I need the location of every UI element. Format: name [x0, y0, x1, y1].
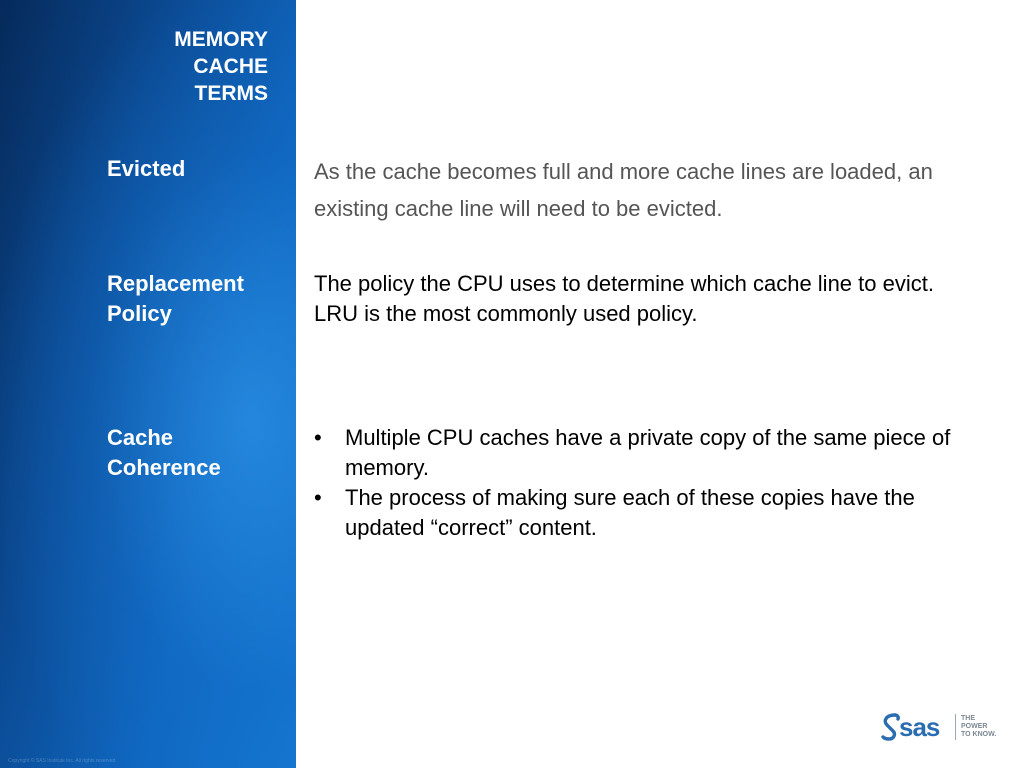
term-replacement-policy: Replacement Policy [107, 271, 244, 326]
bullet-text: The process of making sure each of these copies have the updated “correct” content. [345, 485, 915, 540]
bullet-icon: • [314, 485, 322, 510]
logo-divider [955, 714, 956, 740]
list-item [314, 483, 954, 543]
slide-title: MEMORY CACHE TERMS [174, 28, 268, 105]
sas-logo [880, 712, 1000, 744]
term-cache-coherence: Cache Coherence [107, 425, 221, 480]
definition-evicted: As the cache becomes full and more cache lines are loaded, an existing cache line will need to be evicted. [314, 159, 933, 221]
copyright-text: Copyright © SAS Institute Inc. All rights reserved. [8, 758, 117, 764]
term-evicted: Evicted [107, 156, 186, 181]
sas-logo-tagline: THE POWER TO KNOW. [961, 715, 997, 738]
sas-logo-wordmark: sas [899, 712, 940, 742]
sidebar-panel [0, 0, 296, 768]
definition-replacement-policy: The policy the CPU uses to determine which cache line to evict. LRU is the most commonly used policy. [314, 271, 934, 326]
list-item [314, 423, 954, 483]
definition-cache-coherence-list [314, 423, 954, 543]
bullet-text: Multiple CPU caches have a private copy of the same piece of memory. [345, 425, 951, 480]
bullet-icon: • [314, 425, 322, 450]
